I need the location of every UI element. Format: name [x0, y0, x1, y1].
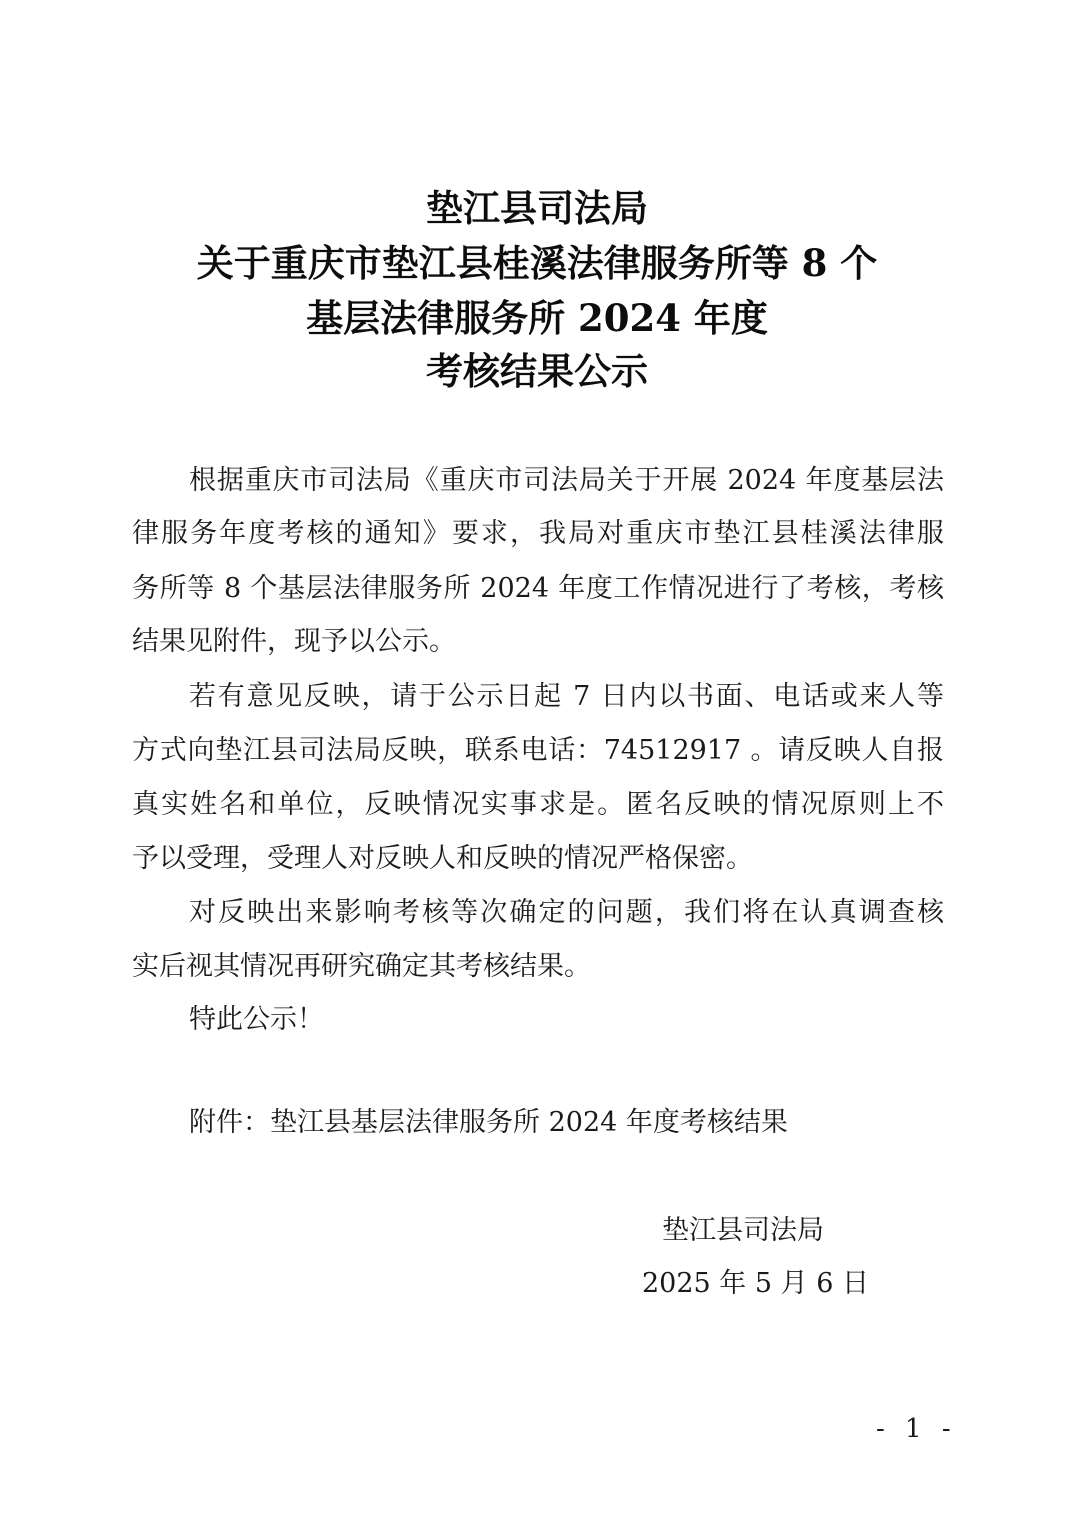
title-line-2: 关于重庆市垫江县桂溪法律服务所等 8 个: [196, 241, 878, 285]
title-line-1: 垫江县司法局: [426, 186, 648, 230]
body-paragraph-4-line-1: 特此公示！: [189, 1004, 324, 1035]
body-paragraph-1-line-3: 务所等 8 个基层法律服务所 2024 年度工作情况进行了考核，考核: [132, 573, 944, 604]
body-paragraph-1-line-4: 结果见附件，现予以公示。: [132, 626, 456, 657]
title-line-4: 考核结果公示: [426, 349, 648, 393]
body-paragraph-2-line-2: 方式向垫江县司法局反映，联系电话：74512917 。请反映人自报: [132, 735, 944, 766]
body-paragraph-2-line-3: 真实姓名和单位，反映情况实事求是。匿名反映的情况原则上不: [132, 789, 944, 820]
body-paragraph-3-line-1: 对反映出来影响考核等次确定的问题，我们将在认真调查核: [189, 897, 944, 928]
body-paragraph-1-line-1: 根据重庆市司法局《重庆市司法局关于开展 2024 年度基层法: [189, 465, 944, 496]
attachment-line: 附件：垫江县基层法律服务所 2024 年度考核结果: [189, 1107, 788, 1138]
page-number: - 1 -: [876, 1414, 957, 1444]
signature-organization: 垫江县司法局: [662, 1215, 824, 1246]
signature-date: 2025 年 5 月 6 日: [642, 1268, 869, 1299]
body-paragraph-3-line-2: 实后视其情况再研究确定其考核结果。: [132, 951, 591, 982]
body-paragraph-2-line-4: 予以受理，受理人对反映人和反映的情况严格保密。: [132, 843, 753, 874]
body-paragraph-1-line-2: 律服务年度考核的通知》要求，我局对重庆市垫江县桂溪法律服: [132, 518, 944, 549]
body-paragraph-2-line-1: 若有意见反映，请于公示日起 7 日内以书面、电话或来人等: [189, 681, 944, 712]
title-line-3: 基层法律服务所 2024 年度: [306, 296, 768, 340]
